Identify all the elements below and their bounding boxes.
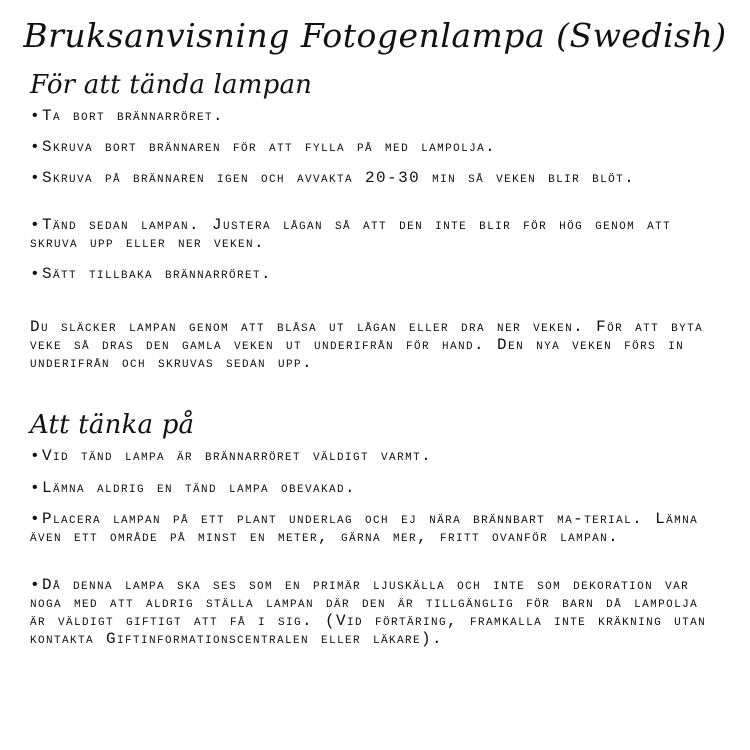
list-item: • Skruva på brännaren igen och avvakta 20-30 min så veken blir blöt. bbox=[30, 169, 720, 187]
section-heading-lighting: För att tända lampan bbox=[30, 70, 313, 100]
list-item: • Lämna aldrig en tänd lampa obevakad. bbox=[30, 479, 720, 497]
list-item: • Tänd sedan lampan. Justera lågan så att den inte blir för hög genom att skruva upp eller ner veken. bbox=[30, 216, 720, 252]
paragraph-extinguish: Du släcker lampan genom att blåsa ut lågan eller dra ner veken. För att byta veke så dras den gamla veken ut underifrån för hand. Den nya veken förs in underifrån och skruvas sedan upp. bbox=[30, 318, 704, 372]
list-item: • Då denna lampa ska ses som en primär ljuskälla och inte som dekoration var noga med att aldrig ställa lampan där den är tillgänglig för barn då lampolja är väldigt giftigt att få i sig. (Vid förtäring, framkalla inte kräkning utan kontakta Giftinformationscentralen eller läkare). bbox=[30, 576, 720, 648]
list-item: • Vid tänd lampa är brännarröret väldigt varmt. bbox=[30, 447, 720, 465]
list-item: • Sätt tillbaka brännarröret. bbox=[30, 265, 720, 283]
list-item: • Ta bort brännarröret. bbox=[30, 107, 720, 125]
list-item: • Skruva bort brännaren för att fylla på med lampolja. bbox=[30, 138, 720, 156]
list-item: • Placera lampan på ett plant underlag och ej nära brännbart ma-terial. Lämna även ett område på minst en meter, gärna mer, fritt ovanför lampan. bbox=[30, 510, 720, 546]
page-title: Bruksanvisning Fotogenlampa (Swedish) bbox=[23, 16, 727, 55]
section-heading-precautions: Att tänka på bbox=[30, 410, 195, 440]
